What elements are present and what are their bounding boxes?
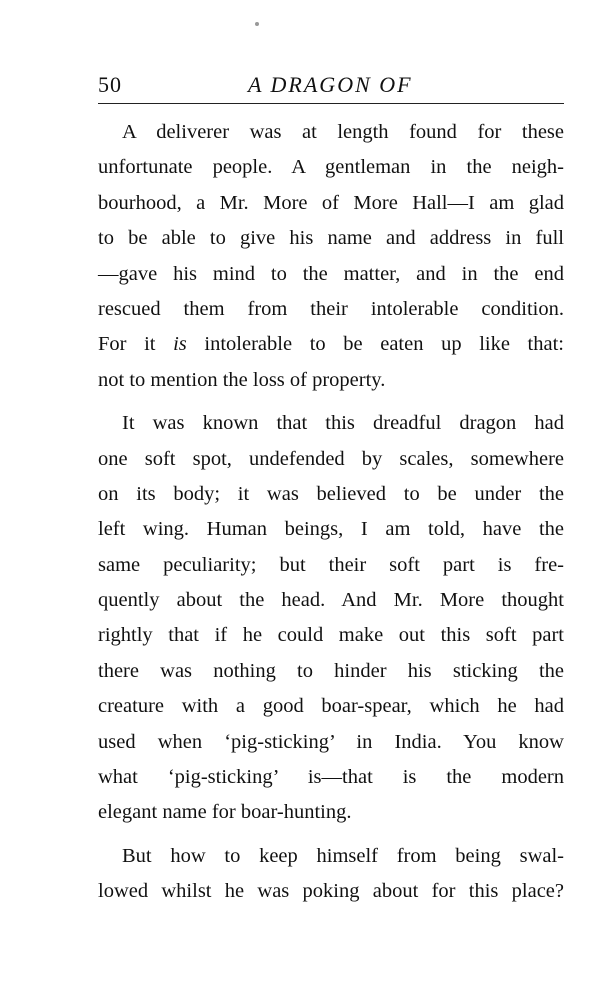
text-segment: intolerable to be eaten up like that: — [186, 333, 564, 356]
running-title: A DRAGON OF — [248, 72, 413, 97]
text-line: elegant name for boar-hunting. — [98, 801, 352, 824]
text-line: creature with a good boar-spear, which he had — [98, 695, 564, 718]
body-text — [98, 115, 564, 910]
text-line: used when ‘pig-sticking’ in India. You know — [98, 730, 564, 753]
text-line: on its body; it was believed to be under the — [98, 482, 564, 505]
text-line: rescued them from their intolerable condition. — [98, 297, 564, 320]
paragraph-gap — [98, 398, 564, 406]
text-line: unfortunate people. A gentleman in the neigh- — [98, 156, 564, 179]
text-line: same peculiarity; but their soft part is fre- — [98, 553, 564, 576]
text-line: left wing. Human beings, I am told, have the — [98, 518, 564, 541]
text-line: to be able to give his name and address in full — [98, 227, 564, 250]
text-line: bourhood, a Mr. More of More Hall—I am glad — [98, 191, 564, 214]
text-segment: For it — [98, 333, 174, 356]
text-line-with-italic — [98, 327, 564, 362]
text-line: A deliverer was at length found for these — [122, 121, 564, 143]
page-number: 50 — [98, 72, 122, 97]
text-line: not to mention the loss of property. — [98, 368, 386, 391]
text-line: It was known that this dreadful dragon had — [122, 412, 564, 435]
emphasized-word: is — [173, 333, 187, 356]
header-rule — [98, 103, 564, 104]
text-line: —gave his mind to the matter, and in the end — [98, 262, 564, 285]
text-line: there was nothing to hinder his sticking the — [98, 659, 564, 682]
text-line: But how to keep himself from being swal- — [122, 844, 564, 867]
paragraph-gap — [98, 831, 564, 839]
text-line: rightly that if he could make out this soft part — [98, 624, 564, 647]
text-line: quently about the head. And Mr. More thought — [98, 589, 564, 612]
text-line: lowed whilst he was poking about for this place? — [98, 880, 564, 903]
paper-speck — [255, 22, 259, 26]
text-line: what ‘pig-sticking’ is—that is the modern — [98, 766, 564, 789]
page-header — [98, 72, 564, 102]
text-line: one soft spot, undefended by scales, somewhere — [98, 447, 564, 470]
